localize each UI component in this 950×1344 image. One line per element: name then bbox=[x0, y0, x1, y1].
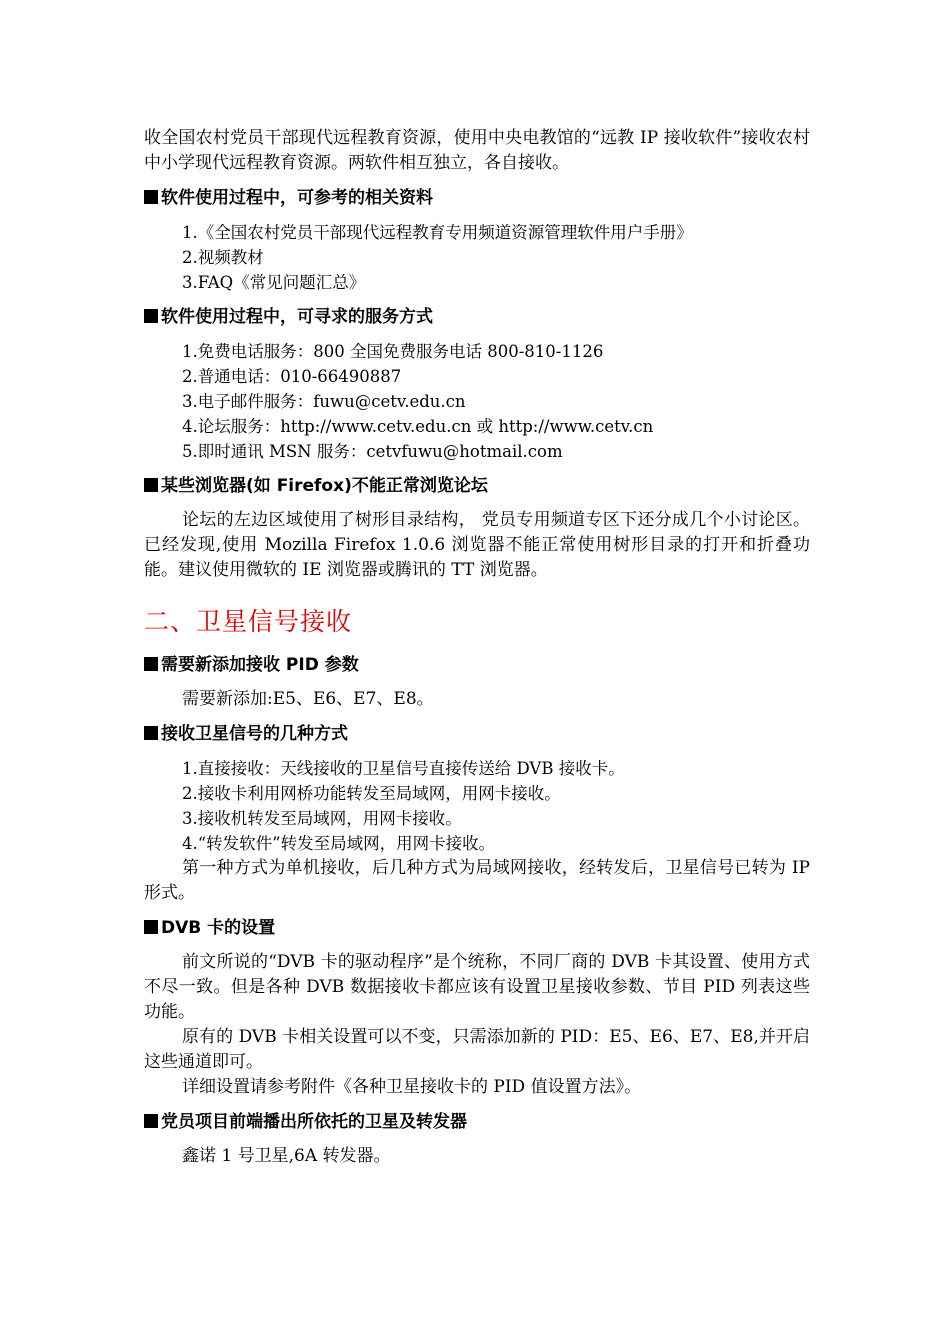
square-bullet-icon bbox=[144, 478, 158, 492]
list-item: 2.接收卡利用网桥功能转发至局域网，用网卡接收。 bbox=[182, 784, 561, 803]
square-bullet-icon bbox=[144, 309, 158, 323]
square-bullet-icon bbox=[144, 190, 158, 204]
list-item: 3.接收机转发至局域网，用网卡接收。 bbox=[182, 809, 462, 828]
pid-paragraph: 需要新添加:E5、E6、E7、E8。 bbox=[182, 689, 434, 709]
document-page bbox=[144, 126, 810, 1169]
list-item: 4.“转发软件”转发至局域网，用网卡接收。 bbox=[182, 834, 496, 853]
list-item: 1.《全国农村党员干部现代远程教育专用频道资源管理软件用户手册》 bbox=[182, 223, 693, 242]
intro-paragraph: 收全国农村党员干部现代远程教育资源，使用中央电教馆的“远教 IP 接收软件”接收农村中小学现代远程教育资源。两软件相互独立，各自接收。 bbox=[144, 128, 810, 173]
list-item: 3.FAQ《常见问题汇总》 bbox=[182, 273, 366, 292]
section-heading-pid: 需要新添加接收 PID 参数 bbox=[144, 653, 810, 677]
list-item: 3.电子邮件服务：fuwu@cetv.edu.cn bbox=[182, 392, 466, 411]
section-heading-dvb: DVB 卡的设置 bbox=[144, 916, 810, 940]
chapter-title: 二、卫星信号接收 bbox=[144, 607, 353, 636]
list-item: 1.免费电话服务：800 全国免费服务电话 800-810-1126 bbox=[182, 342, 604, 361]
section-heading-references: 软件使用过程中，可参考的相关资料 bbox=[144, 186, 810, 210]
dvb-paragraph: 详细设置请参考附件《各种卫星接收卡的 PID 值设置方法》。 bbox=[182, 1077, 642, 1097]
section-heading-methods: 接收卫星信号的几种方式 bbox=[144, 722, 810, 746]
square-bullet-icon bbox=[144, 726, 158, 740]
list-item: 5.即时通讯 MSN 服务：cetvfuwu@hotmail.com bbox=[182, 442, 563, 461]
dvb-paragraph: 前文所说的“DVB 卡的驱动程序”是个统称，不同厂商的 DVB 卡其设置、使用方式不尽一致。但是各种 DVB 数据接收卡都应该有设置卫星接收参数、节目 PID 列表这些功能。 bbox=[144, 952, 810, 1022]
square-bullet-icon bbox=[144, 920, 158, 934]
browser-paragraph: 论坛的左边区域使用了树形目录结构， 党员专用频道专区下还分成几个小讨论区。已经发现,使用 Mozilla Firefox 1.0.6 浏览器不能正常使用树形目录的打开和折叠功能。建议使用微软的 IE 浏览器或腾讯的 TT 浏览器。 bbox=[144, 510, 810, 580]
square-bullet-icon bbox=[144, 1114, 158, 1128]
section-heading-browser: 某些浏览器(如 Firefox)不能正常浏览论坛 bbox=[144, 474, 810, 498]
methods-paragraph: 第一种方式为单机接收，后几种方式为局域网接收，经转发后，卫星信号已转为 IP 形式。 bbox=[144, 858, 810, 903]
list-item: 1.直接接收：天线接收的卫星信号直接传送给 DVB 接收卡。 bbox=[182, 759, 625, 778]
section-heading-services: 软件使用过程中，可寻求的服务方式 bbox=[144, 305, 810, 329]
section-heading-satellite: 党员项目前端播出所依托的卫星及转发器 bbox=[144, 1110, 810, 1134]
list-item: 2.普通电话：010-66490887 bbox=[182, 367, 402, 386]
satellite-paragraph: 鑫诺 1 号卫星,6A 转发器。 bbox=[182, 1146, 391, 1166]
list-item: 2.视频教材 bbox=[182, 248, 264, 267]
list-item: 4.论坛服务：http://www.cetv.edu.cn 或 http://www.cetv.cn bbox=[182, 417, 654, 436]
square-bullet-icon bbox=[144, 657, 158, 671]
dvb-paragraph: 原有的 DVB 卡相关设置可以不变，只需添加新的 PID：E5、E6、E7、E8,并开启这些通道即可。 bbox=[144, 1027, 810, 1072]
